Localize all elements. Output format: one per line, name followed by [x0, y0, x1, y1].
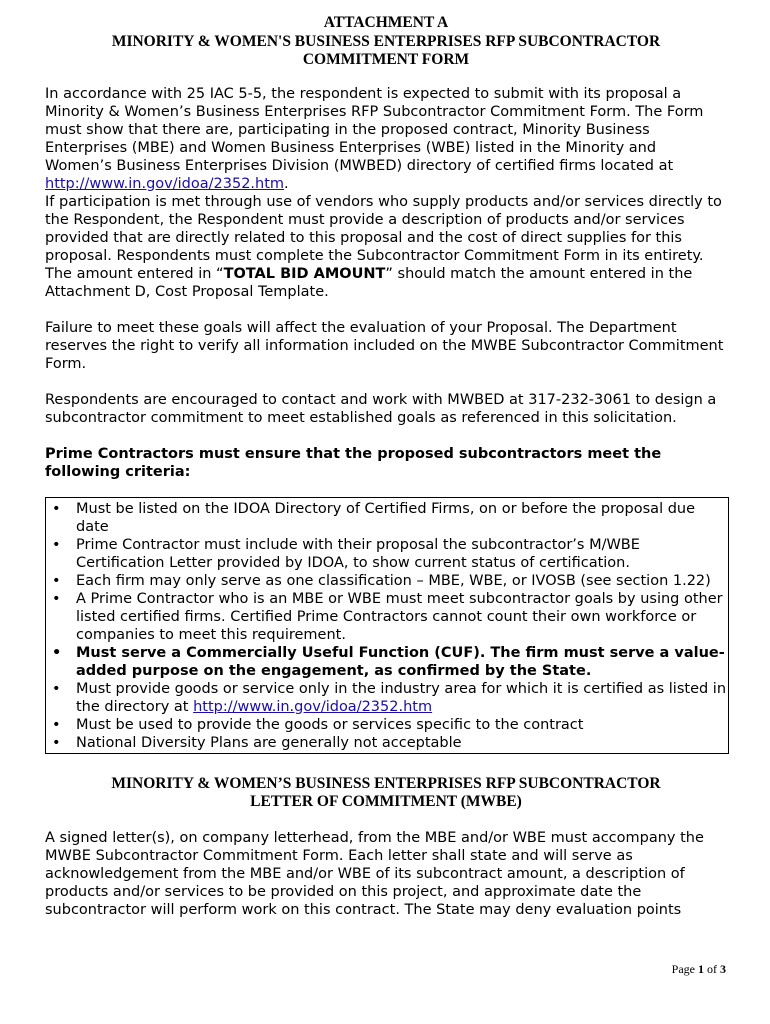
- bullet-icon: •: [52, 536, 61, 553]
- intro-paragraph: [45, 85, 727, 193]
- criteria-list: [50, 500, 728, 752]
- participation-text-a: If participation is met through use of vendors who supply products and/or services directly to the Respondent, the Respondent must provide a description of products and/or services provided that are directly related to this proposal and the cost of direct supplies for this proposal. Respondents must complete the Subcontractor Commitment Form in its entirety. The amount entered in “: [45, 193, 722, 282]
- bullet-icon: •: [52, 500, 61, 517]
- failure-paragraph: Failure to meet these goals will affect the evaluation of your Proposal. The Department reserves the right to verify all information included on the MWBE Subcontractor Commitment Form.: [45, 319, 724, 372]
- criteria-item-text: Must be listed on the IDOA Directory of Certified Firms, on or before the proposal due date: [76, 500, 696, 535]
- idoa-directory-link[interactable]: http://www.in.gov/idoa/2352.htm: [45, 175, 285, 192]
- criteria-item-text: National Diversity Plans are generally not acceptable: [76, 734, 462, 751]
- bullet-icon: •: [52, 734, 61, 751]
- section2-line-1: MINORITY & WOMEN’S BUSINESS ENTERPRISES RFP SUBCONTRACTOR: [111, 774, 661, 792]
- page-word: Page: [671, 962, 695, 976]
- letter-paragraph: A signed letter(s), on company letterhead, from the MBE and/or WBE must accompany the MWBE Subcontractor Commitment Form. Each letter shall state and will serve as acknowledgement from the MBE and/or WBE of its subcontract amount, a description of products and/or services to be provided on this project, and approximate date the subcontractor will perform work on this contract. The State may deny evaluation points: [45, 829, 704, 918]
- participation-paragraph: [45, 193, 727, 301]
- bullet-icon: •: [52, 572, 61, 589]
- section2-line-2: LETTER OF COMMITMENT (MWBE): [250, 793, 522, 810]
- criteria-item: [50, 644, 728, 680]
- criteria-item-text: A Prime Contractor who is an MBE or WBE must meet subcontractor goals by using other listed certified firms. Certified Prime Contractors cannot count their own workforce or companies to meet this requirement.: [76, 590, 723, 643]
- bullet-icon: •: [52, 680, 61, 697]
- criteria-item-text: Prime Contractor must include with their proposal the subcontractor’s M/WBE Certification Letter provided by IDOA, to show current status of certification.: [76, 536, 640, 571]
- of-word: of: [707, 962, 717, 976]
- page-total: 3: [720, 962, 726, 976]
- criteria-item-text: Must be used to provide the goods or services specific to the contract: [76, 716, 584, 733]
- document-page: [45, 14, 727, 919]
- attachment-title: [45, 14, 727, 70]
- criteria-item: [50, 500, 728, 536]
- criteria-item-text: Must provide goods or service only in the industry area for which it is certified as listed in the directory at: [76, 680, 727, 715]
- criteria-item-text: Must serve a Commercially Useful Function (CUF). The firm must serve a value-added purpose on the engagement, as confirmed by the State.: [76, 644, 725, 679]
- title-line-3: COMMITMENT FORM: [302, 51, 470, 68]
- criteria-item: [50, 734, 728, 752]
- title-line-2: MINORITY & WOMEN'S BUSINESS ENTERPRISES RFP SUBCONTRACTOR: [111, 32, 661, 50]
- criteria-item: [50, 572, 728, 590]
- letter-of-commitment-title: [45, 775, 727, 812]
- criteria-item: [50, 590, 728, 644]
- criteria-heading: Prime Contractors must ensure that the proposed subcontractors meet the following criteria:: [45, 445, 662, 480]
- criteria-item: [50, 680, 728, 716]
- bullet-icon: •: [52, 644, 62, 661]
- bullet-icon: •: [52, 590, 61, 607]
- idoa-directory-link-2[interactable]: http://www.in.gov/idoa/2352.htm: [193, 698, 433, 715]
- page-number: 1: [698, 962, 704, 976]
- contact-paragraph: Respondents are encouraged to contact and work with MWBED at 317-232-3061 to design a subcontractor commitment to meet established goals as referenced in this solicitation.: [45, 391, 717, 426]
- title-line-1: ATTACHMENT A: [323, 14, 449, 31]
- bullet-icon: •: [52, 716, 61, 733]
- criteria-item: [50, 716, 728, 734]
- intro-text-a: In accordance with 25 IAC 5-5, the respondent is expected to submit with its proposal a Minority & Women’s Business Enterprises RFP Subcontractor Commitment Form. The Form must show that there are, participating in the proposed contract, Minority Business Enterprises (MBE) and Women Business Enterprises (WBE) listed in the Minority and Women’s Business Enterprises Division (MWBED) directory of certified firms located at: [45, 85, 704, 174]
- criteria-box: [45, 497, 729, 754]
- total-bid-amount-label: TOTAL BID AMOUNT: [223, 265, 386, 282]
- intro-text-b: .: [284, 175, 289, 192]
- participation-text-b: ” should match the amount entered in the Attachment D, Cost Proposal Template.: [45, 265, 693, 300]
- criteria-item-text: Each firm may only serve as one classification – MBE, WBE, or IVOSB (see section 1.22): [76, 572, 711, 589]
- page-footer: [672, 962, 726, 976]
- criteria-item: [50, 536, 728, 572]
